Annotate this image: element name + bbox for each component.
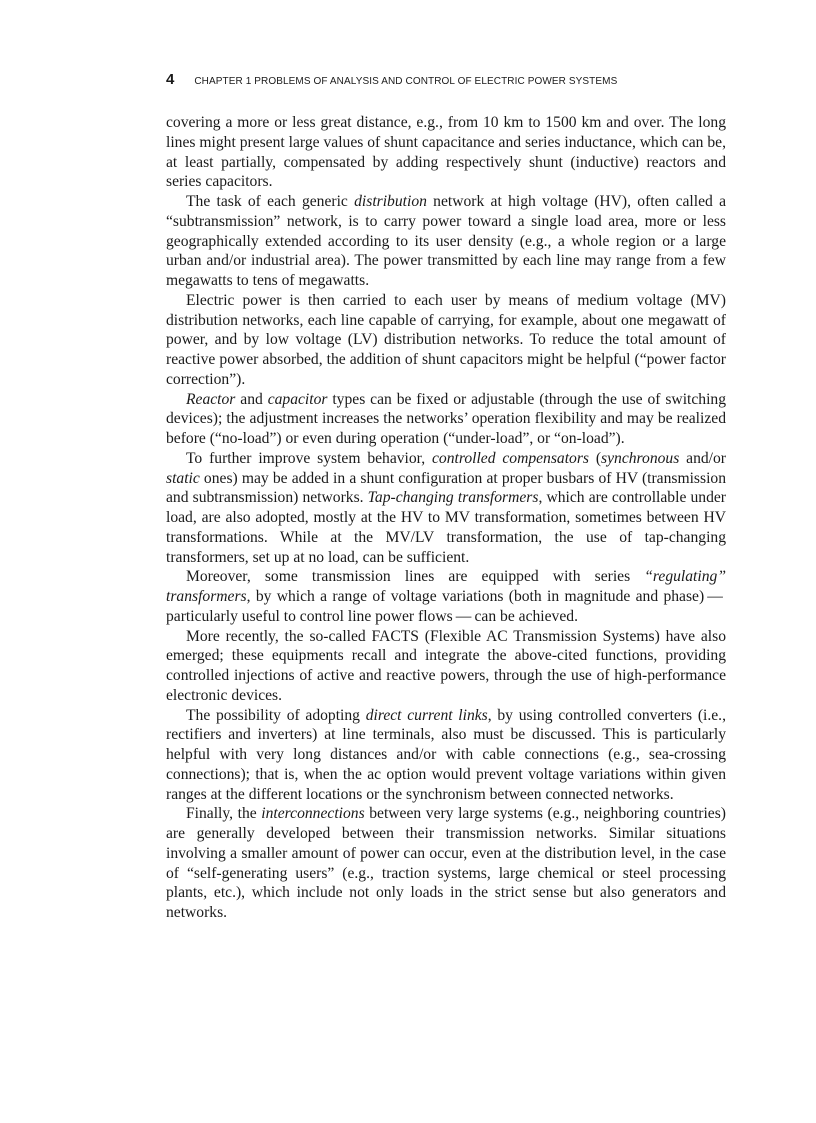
emphasis-reactor: Reactor <box>186 390 236 408</box>
paragraph-transmission-lines <box>166 113 726 192</box>
text-run: ones) may be added in a shunt configuration at proper busbars of HV (transmission and subtransmission) networks. <box>166 469 726 507</box>
text-run: and <box>235 390 268 408</box>
paragraph-interconnections <box>166 804 726 923</box>
emphasis-static: static <box>166 469 200 487</box>
text-run: types can be fixed or adjustable (through the use of switching devices); the adjustment increases the networks’ operation flexibility and may be realized before (“no-load”) or even during operation (“under-load”, or “on-load”). <box>166 390 727 447</box>
text-run: covering a more or less great distance, e.g., from 10 km to 1500 km and over. The long lines might present large values of shunt capacitance and series inductance, which can be, at least partially, compensated by adding respectively shunt (inductive) reactors and series capacitors. <box>166 114 726 191</box>
text-run: Electric power is then carried to each user by means of medium voltage (MV) distribution networks, each line capable of carrying, for example, about one megawatt of power, and by low voltage (LV) distribution networks. To reduce the total amount of reactive power absorbed, the addition of shunt capacitors might be helpful (“power factor correction”). <box>166 291 726 388</box>
paragraph-controlled-compensators <box>166 449 726 568</box>
text-run: More recently, the so-called FACTS (Flexible AC Transmission Systems) have also emerged; these equipments recall and integrate the above-cited functions, providing controlled injections of active and reactive powers, through the use of high-performance electronic devices. <box>166 627 726 704</box>
paragraph-mv-lv-distribution <box>166 291 726 390</box>
emphasis-direct-current-links: direct current links <box>365 706 488 724</box>
running-head: CHAPTER 1 PROBLEMS OF ANALYSIS AND CONTROL OF ELECTRIC POWER SYSTEMS <box>194 76 618 87</box>
text-run: , which are controllable under load, are also adopted, mostly at the HV to MV transformation, sometimes between HV transformations. While at the MV/LV transformation, the use of tap-changing transformers, set up at no load, can be sufficient. <box>166 489 726 566</box>
body-text <box>166 113 726 923</box>
paragraph-direct-current-links <box>166 706 726 805</box>
text-run: The possibility of adopting <box>186 706 366 724</box>
emphasis-tap-changing-transformers: Tap-changing transformers <box>367 489 539 507</box>
text-run: network at high voltage (HV), often called a “subtransmission” network, is to carry power toward a single load area, more or less geographically extended according to its user density (e.g., a whole region or a large urban and/or industrial area). The power transmitted by each line may range from a few megawatts to tens of megawatts. <box>166 193 726 289</box>
text-run: To further improve system behavior, <box>186 449 432 467</box>
text-run: Moreover, some transmission lines are equipped with series <box>186 568 645 586</box>
page-number: 4 <box>166 71 175 88</box>
paragraph-regulating-transformers <box>166 567 726 626</box>
text-run: ( <box>589 449 602 467</box>
emphasis-interconnections: interconnections <box>261 805 365 823</box>
emphasis-regulating-transformers: “regulating” transformers <box>166 568 726 605</box>
emphasis-controlled-compensators: controlled compensators <box>432 449 589 467</box>
text-run: Finally, the <box>186 805 262 823</box>
emphasis-capacitor: capacitor <box>267 390 328 408</box>
page-header <box>166 71 726 93</box>
paragraph-reactor-capacitor <box>166 390 726 449</box>
text-run: , by using controlled converters (i.e., rectifiers and inverters) at line terminals, also must be discussed. This is particularly helpful with very long distances and/or with cable connections (e.g., sea-crossing connections); that is, when the ac option would prevent voltage variations within given ranges at the different locations or the synchronism between connected networks. <box>166 706 726 803</box>
text-run: between very large systems (e.g., neighboring countries) are generally developed between their transmission networks. Similar situations involving a smaller amount of power can occur, even at the distribution level, in the case of “self-generating users” (e.g., traction systems, large chemical or steel processing plants, etc.), which include not only loads in the strict sense but also generators and networks. <box>166 805 726 921</box>
paragraph-facts <box>166 627 726 706</box>
text-run: and/or <box>679 449 726 467</box>
text-run: , by which a range of voltage variations (both in magnitude and phase) — particularly useful to control line power flows — can be achieved. <box>166 588 726 625</box>
emphasis-synchronous: synchronous <box>601 449 680 467</box>
emphasis-distribution: distribution <box>354 193 427 210</box>
paragraph-distribution-network <box>166 192 726 291</box>
text-run: The task of each generic <box>186 193 355 210</box>
